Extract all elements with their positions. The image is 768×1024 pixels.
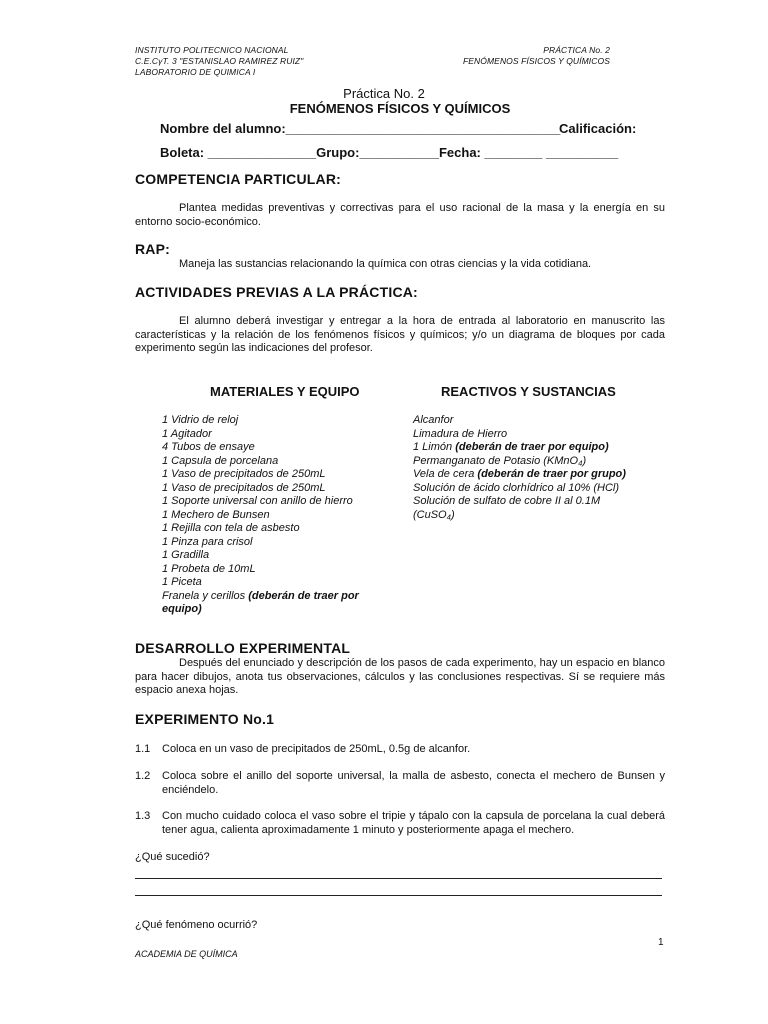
reactivos-heading: REACTIVOS Y SUSTANCIAS — [441, 384, 616, 399]
school-name: C.E.CγT. 3 "ESTANISLAO RAMIREZ RUIZ" — [135, 56, 304, 66]
list-item: Limadura de Hierro — [413, 427, 508, 440]
step-text: Con mucho cuidado coloca el vaso sobre el tripie y tápalo con la capsula de porcelana la cual deberá tener agua, calienta aproximadamente 1 minuto y posteriormente apaga el mechero. — [162, 810, 665, 836]
list-item-note-cont: equipo) — [162, 603, 202, 615]
experimento-heading: EXPERIMENTO No.1 — [135, 711, 275, 727]
answer-line — [135, 895, 662, 896]
previas-heading: ACTIVIDADES PREVIAS A LA PRÁCTICA: — [135, 284, 418, 300]
list-item: (CuSO₄) — [413, 508, 455, 521]
materiales-heading: MATERIALES Y EQUIPO — [210, 384, 360, 399]
list-item — [162, 590, 408, 617]
list-item-note: (deberán de traer por equipo) — [455, 441, 609, 453]
page-number: 1 — [658, 937, 664, 948]
institution-name: INSTITUTO POLITECNICO NACIONAL — [135, 45, 289, 55]
list-item: Solución de ácido clorhídrico al 10% (HCl) — [413, 481, 620, 494]
step-number: 1.2 — [135, 770, 151, 782]
list-item: 1 Vaso de precipitados de 250mL — [162, 481, 326, 494]
list-item: 1 Pinza para crisol — [162, 535, 253, 548]
list-item: 1 Vaso de precipitados de 250mL — [162, 468, 326, 480]
step-number: 1.3 — [135, 810, 151, 822]
list-item — [413, 468, 665, 482]
list-item-note: (deberán de traer por grupo) — [477, 468, 626, 480]
list-item: Alcanfor — [413, 414, 454, 426]
rap-text: Maneja las sustancias relacionando la química con otras ciencias y la vida cotidiana. — [179, 258, 592, 270]
boleta-group-date-fields: Boleta: _______________Grupo:___________Fecha: ________ __________ — [160, 145, 619, 160]
step-text: Coloca en un vaso de precipitados de 250mL, 0.5g de alcanfor. — [162, 743, 471, 755]
list-item-note: (deberán de traer por — [248, 589, 359, 602]
materiales-list — [162, 414, 408, 617]
list-item: Permanganato de Potasio (KMnO₄) — [413, 454, 587, 467]
competencia-heading: COMPETENCIA PARTICULAR: — [135, 171, 342, 187]
desarrollo-text: Después del enunciado y descripción de los pasos de cada experimento, hay un espacio en blanco para hacer dibujos, anota tus observaciones, cálculos y las conclusiones respectivas. Sí se requiere más espacio anexa hojas. — [135, 657, 665, 696]
list-item: 1 Piceta — [162, 576, 202, 588]
list-item: 4 Tubos de ensaye — [162, 441, 255, 453]
footer-academy: ACADEMIA DE QUÍMICA — [135, 949, 238, 959]
reactivos-list — [413, 414, 665, 522]
list-item-text: Franela y cerillos — [162, 589, 246, 602]
lab-name: LABORATORIO DE QUIMICA I — [135, 67, 256, 77]
student-name-field: Nombre del alumno:______________________________________ — [160, 121, 561, 136]
list-item: 1 Capsula de porcelana — [162, 454, 279, 467]
question-what-happened: ¿Qué sucedió? — [135, 851, 210, 863]
header-practice: PRÁCTICA No. 2 — [543, 45, 610, 55]
question-which-phenomenon: ¿Qué fenómeno ocurrió? — [135, 919, 258, 931]
practice-number: Práctica No. 2 — [343, 86, 425, 101]
desarrollo-heading: DESARROLLO EXPERIMENTAL — [135, 640, 351, 656]
list-item: 1 Mechero de Bunsen — [162, 508, 270, 521]
step-number: 1.1 — [135, 743, 151, 755]
competencia-text: Plantea medidas preventivas y correctivas para el uso racional de la masa y la energía en su entorno socio-económico. — [135, 202, 665, 228]
rap-heading: RAP: — [135, 241, 171, 257]
answer-line — [135, 878, 662, 879]
list-item — [413, 441, 665, 455]
header-right — [463, 45, 610, 67]
list-item: 1 Probeta de 10mL — [162, 562, 256, 575]
list-item: 1 Rejilla con tela de asbesto — [162, 522, 300, 534]
header-topic: FENÓMENOS FÍSICOS Y QUÍMICOS — [462, 56, 610, 66]
step-text: Coloca sobre el anillo del soporte universal, la malla de asbesto, conecta el mechero de Bunsen y enciéndelo. — [162, 770, 665, 796]
list-item: 1 Gradilla — [162, 549, 210, 561]
list-item: 1 Agitador — [162, 427, 212, 440]
previas-text: El alumno deberá investigar y entregar a la hora de entrada al laboratorio en manuscrito las características y la relación de los fenómenos físicos y químicos; y/o un diagrama de bloques por cada experimento según las indicaciones del profesor. — [135, 315, 665, 354]
grade-field: Calificación: — [559, 121, 637, 136]
list-item: Solución de sulfato de cobre II al 0.1M — [413, 495, 601, 507]
page-title: FENÓMENOS FÍSICOS Y QUÍMICOS — [289, 101, 511, 116]
list-item: 1 Soporte universal con anillo de hierro — [162, 495, 353, 507]
header-left — [135, 45, 303, 78]
list-item-text: Vela de cera — [413, 468, 478, 480]
list-item: 1 Vidrio de reloj — [162, 414, 239, 426]
list-item-text: 1 Limón — [413, 441, 456, 453]
